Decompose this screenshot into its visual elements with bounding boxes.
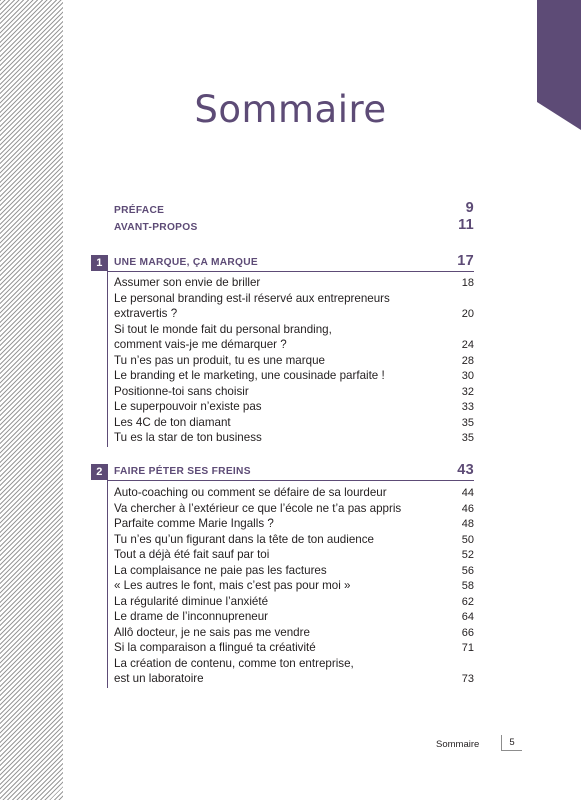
toc-entry-page: 33: [461, 401, 474, 413]
toc-entry: [114, 323, 474, 354]
toc-entry: [114, 276, 474, 292]
toc-entry-line: Si la comparaison a flingué ta créativité: [114, 641, 316, 654]
page-footer: [436, 737, 515, 750]
chapter-rule: [107, 271, 474, 272]
toc-front-page: 11: [458, 217, 474, 233]
toc-entry-line: Tu es la star de ton business: [114, 431, 262, 444]
toc-entry-page: 46: [461, 502, 474, 515]
toc-entry-line: Va chercher à l’extérieur ce que l’école ne t’a pas appris: [114, 501, 402, 515]
toc-entry: [114, 354, 474, 370]
toc-entry-page: 18: [461, 277, 474, 289]
toc-entry-page: 24: [461, 339, 474, 351]
toc-entry-line: Assumer son envie de briller: [114, 276, 261, 289]
chapter-side-rule: [107, 480, 108, 688]
toc-chapter-heading: [91, 255, 474, 271]
toc-entry-page: 52: [461, 549, 474, 561]
toc-entry: [114, 416, 474, 432]
toc-entry-line: La création de contenu, comme ton entreprise,: [114, 656, 354, 670]
toc-entry: [114, 385, 474, 401]
toc-entry-line: comment vais-je me démarquer ?: [114, 338, 287, 351]
toc-entry-page: 73: [461, 673, 474, 685]
toc-entry-line: Les 4C de ton diamant: [114, 415, 231, 429]
toc-entry-page: 62: [461, 595, 474, 608]
toc-entry-page: 71: [461, 642, 474, 654]
toc-entry-line: Le drame de l’inconnupreneur: [114, 610, 269, 623]
toc-entry-line: Allô docteur, je ne sais pas me vendre: [114, 625, 310, 639]
toc-entry-line: La complaisance ne paie pas les factures: [114, 563, 327, 577]
toc-front-label: PRÉFACE: [114, 205, 165, 216]
toc-entry: [114, 400, 474, 416]
toc-entry-page: 66: [461, 626, 474, 639]
toc-entry-page: 35: [461, 416, 474, 429]
chapter-number-badge: 1: [91, 255, 108, 271]
chapter-title: FAIRE PÉTER SES FREINS: [114, 466, 251, 477]
toc-entry-line: est un laboratoire: [114, 672, 204, 685]
toc-entry: [114, 626, 474, 642]
toc-entry: [114, 502, 474, 518]
toc-entry-line: Tu n’es pas un produit, tu es une marque: [114, 353, 325, 367]
toc-entry-line: Tu n’es qu’un figurant dans la tête de ton audience: [114, 532, 374, 546]
chapter-page: 17: [457, 253, 474, 269]
toc-entry: [114, 533, 474, 549]
chapter-rule: [107, 480, 474, 481]
toc-front-entry: [114, 200, 474, 218]
chapter-number-badge: 2: [91, 464, 108, 480]
toc-entry: [114, 548, 474, 564]
toc-entry-line: Si tout le monde fait du personal branding,: [114, 322, 332, 336]
toc-front-entry: [114, 217, 474, 235]
toc-entry: [114, 564, 474, 580]
toc-entry-line: extravertis ?: [114, 307, 178, 320]
chapter-side-rule: [107, 271, 108, 447]
toc-entry: [114, 579, 474, 595]
footer-label: Sommaire: [436, 739, 480, 750]
toc-entry-line: Tout a déjà été fait sauf par toi: [114, 548, 270, 561]
toc-entry-page: 50: [461, 533, 474, 546]
toc-entry-page: 32: [461, 385, 474, 398]
page-title: Sommaire: [194, 88, 387, 131]
toc-entry-page: 28: [461, 354, 474, 367]
toc-entry: [114, 657, 474, 688]
toc-entry: [114, 595, 474, 611]
toc-chapter-heading: [91, 464, 474, 480]
toc-entry-line: Auto-coaching ou comment se défaire de sa lourdeur: [114, 486, 387, 499]
toc-front-label: AVANT-PROPOS: [114, 222, 198, 233]
toc-entry-page: 20: [461, 308, 474, 320]
toc-entry: [114, 641, 474, 657]
toc-entry-page: 44: [461, 487, 474, 499]
toc-entry: [114, 292, 474, 323]
toc-entry: [114, 369, 474, 385]
chapter-page: 43: [457, 462, 474, 478]
toc-entry-page: 30: [461, 370, 474, 382]
toc-entry-line: Parfaite comme Marie Ingalls ?: [114, 517, 274, 530]
toc-entry-line: Le superpouvoir n’existe pas: [114, 400, 262, 413]
toc-entry-page: 56: [461, 564, 474, 577]
toc-front-page: 9: [465, 200, 474, 216]
toc-entry-page: 64: [461, 611, 474, 623]
footer-page-number: 5: [501, 735, 522, 751]
toc-entry: [114, 431, 474, 447]
chapter-title: UNE MARQUE, ÇA MARQUE: [114, 257, 259, 268]
toc-entry-page: 48: [461, 518, 474, 530]
toc-entry-line: Le personal branding est-il réservé aux entrepreneurs: [114, 291, 390, 305]
toc-entry-line: La régularité diminue l’anxiété: [114, 594, 269, 608]
toc-entry: [114, 610, 474, 626]
toc-entry: [114, 517, 474, 533]
toc-entry-line: Positionne-toi sans choisir: [114, 384, 249, 398]
toc-entry-page: 58: [461, 580, 474, 592]
toc-entry-line: Le branding et le marketing, une cousinade parfaite !: [114, 369, 385, 382]
toc-entry: [114, 486, 474, 502]
toc-entry-line: « Les autres le font, mais c’est pas pour moi »: [114, 579, 351, 592]
toc-entry-page: 35: [461, 432, 474, 444]
